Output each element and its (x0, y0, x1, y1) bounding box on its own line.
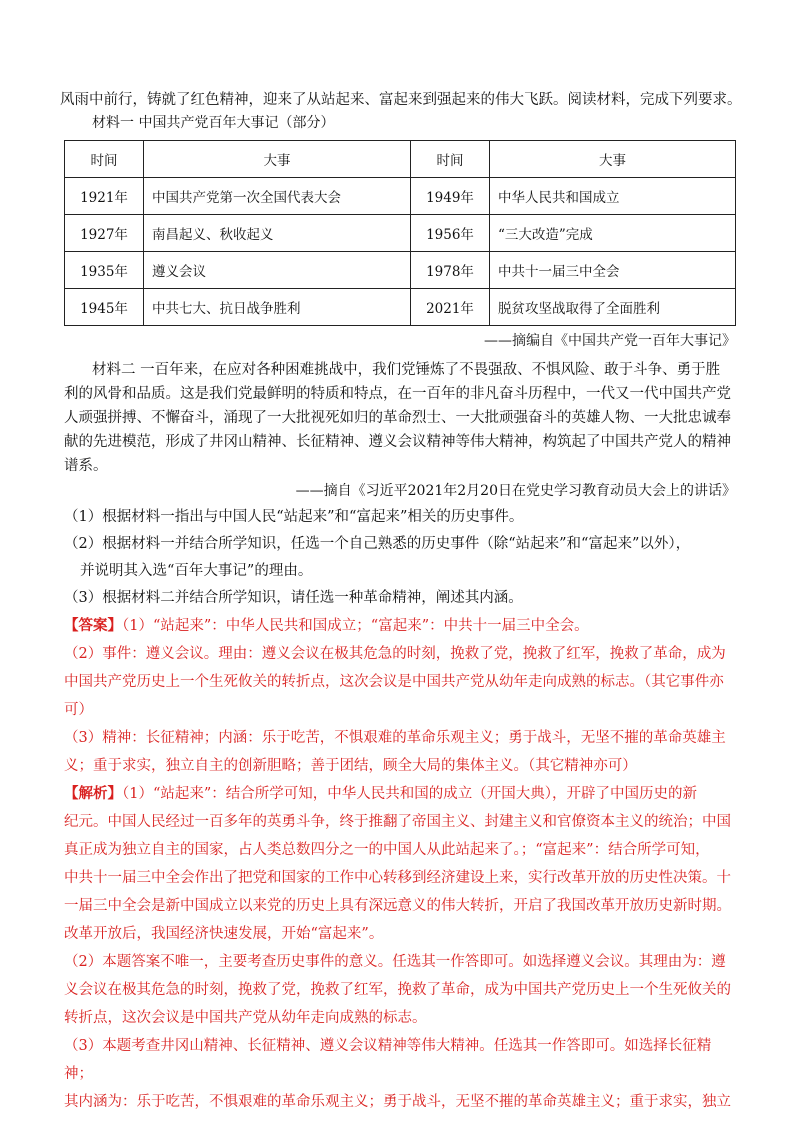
table-cell: 遵义会议 (144, 252, 411, 289)
intro-line: 风雨中前行，铸就了红色精神，迎来了从站起来、富起来到强起来的伟大飞跃。阅读材料，完成下列要求。 (60, 92, 742, 108)
analysis-line: （3）本题考查井冈山精神、长征精神、遵义会议精神等伟大精神。任选其一作答即可。如选择长征精神； (64, 1038, 712, 1082)
table-row (65, 252, 736, 289)
table-cell: 中国共产党第一次全国代表大会 (144, 178, 411, 215)
table-cell: 1921年 (65, 178, 144, 215)
table-cell: 2021年 (411, 289, 490, 326)
analysis-line: 纪元。中国人民经过一百多年的英勇斗争，终于推翻了帝国主义、封建主义和官僚资本主义的统治；中国 (64, 814, 731, 830)
analysis-block (64, 780, 736, 1116)
material2-paragraph (64, 358, 736, 478)
analysis-line: 一届三中全会是新中国成立以来党的历史上具有深远意义的伟大转折，开启了我国改革开放历史新时期。 (64, 898, 731, 914)
table-cell: 脱贫攻坚战取得了全面胜利 (490, 289, 736, 326)
material1-title: 材料一 中国共产党百年大事记（部分） (92, 115, 335, 131)
analysis-line: 中共十一届三中全会作出了把党和国家的工作中心转移到经济建设上来，实行改革开放的历史性决策。十 (64, 870, 731, 886)
answer-line: （3）精神：长征精神；内涵：乐于吃苦，不惧艰难的革命乐观主义；勇于战斗，无坚不摧的革命英雄主 (64, 730, 726, 746)
analysis-line: 转折点，这次会议是中国共产党从幼年走向成熟的标志。 (64, 1010, 427, 1026)
material1-source: ——摘编自《中国共产党一百年大事记》 (484, 333, 736, 349)
material2-line: 材料二 一百年来，在应对各种困难挑战中，我们党锤炼了不畏强敌、不惧风险、敢于斗争、勇于胜 (92, 362, 721, 378)
analysis-tag: 【解析】 (64, 785, 122, 802)
header-cell: 时间 (411, 141, 490, 178)
answer-block (64, 612, 736, 780)
answer-line: 中国共产党历史上一个生死攸关的转折点，这次会议是中国共产党从幼年走向成熟的标志。（其它事件亦 (64, 674, 724, 690)
answer-tag: 【答案】 (64, 617, 122, 634)
table-row (65, 289, 736, 326)
analysis-line: 真正成为独立自主的国家，占人类总数四分之一的中国人从此站起来了。；“富起来”：结合所学可知， (64, 842, 710, 858)
analysis-line: 改革开放后，我国经济快速发展，开始“富起来”。 (64, 926, 384, 942)
answer-line: （2）事件：遵义会议。理由：遵义会议在极其危急的时刻，挽救了党，挽救了红军，挽救了革命，成为 (64, 646, 726, 662)
question-1: （1）根据材料一指出与中国人民“站起来”和“富起来”相关的历史事件。 (64, 509, 524, 525)
table-cell: 南昌起义、秋收起义 (144, 215, 411, 252)
material2-line: 献的先进模范，形成了井冈山精神、长征精神、遵义会议精神等伟大精神，构筑起了中国共产党人的精神 (64, 434, 731, 450)
table-cell: 中华人民共和国成立 (490, 178, 736, 215)
header-cell: 时间 (65, 141, 144, 178)
question-2-cont: 并说明其入选“百年大事记”的理由。 (80, 563, 313, 579)
question-3: （3）根据材料二并结合所学知识，请任选一种革命精神，阐述其内涵。 (64, 590, 523, 606)
answer-line: （1）“站起来”：中华人民共和国成立；“富起来”：中共十一届三中全会。 (122, 618, 589, 634)
table-cell: 1927年 (65, 215, 144, 252)
table-cell: 1935年 (65, 252, 144, 289)
table-cell: 1945年 (65, 289, 144, 326)
header-cell: 大事 (490, 141, 736, 178)
answer-line: 义；重于求实，独立自主的创新胆略；善于团结，顾全大局的集体主义。（其它精神亦可） (64, 758, 637, 774)
analysis-line: （2）本题答案不唯一，主要考查历史事件的意义。任选其一作答即可。如选择遵义会议。其理由为：遵 (64, 954, 726, 970)
material2-line: 利的风骨和品质。这是我们党最鲜明的特质和特点，在一百年的非凡奋斗历程中，一代又一代中国共产党 (64, 386, 731, 402)
document-page (60, 88, 742, 1116)
table-cell: 中共七大、抗日战争胜利 (144, 289, 411, 326)
analysis-line: 义会议在极其危急的时刻，挽救了党，挽救了红军，挽救了革命，成为中国共产党历史上一个生死攸关的 (64, 982, 731, 998)
table-header-row (65, 141, 736, 178)
table-cell: “三大改造”完成 (490, 215, 736, 252)
material2-source: ——摘自《习近平2021年2月20日在党史学习教育动员大会上的讲话》 (295, 483, 736, 499)
analysis-line: （1）“站起来”：结合所学可知，中华人民共和国的成立（开国大典），开辟了中国历史的新 (122, 786, 698, 802)
table-cell: 1956年 (411, 215, 490, 252)
analysis-line: 其内涵为：乐于吃苦，不惧艰难的革命乐观主义；勇于战斗，无坚不摧的革命英雄主义；重于求实，独立 (64, 1094, 731, 1110)
events-table (64, 140, 736, 326)
question-2: （2）根据材料一并结合所学知识，任选一个自己熟悉的历史事件（除“站起来”和“富起来”以外）， (64, 536, 691, 552)
material2-line: 谱系。 (64, 458, 108, 474)
material2-line: 人顽强拼搏、不懈奋斗，涌现了一大批视死如归的革命烈士、一大批顽强奋斗的英雄人物、一大批忠诚奉 (64, 410, 731, 426)
table-cell: 1949年 (411, 178, 490, 215)
answer-line: 可） (64, 702, 93, 718)
table-cell: 1978年 (411, 252, 490, 289)
header-cell: 大事 (144, 141, 411, 178)
table-cell: 中共十一届三中全会 (490, 252, 736, 289)
table-row (65, 178, 736, 215)
table-row (65, 215, 736, 252)
